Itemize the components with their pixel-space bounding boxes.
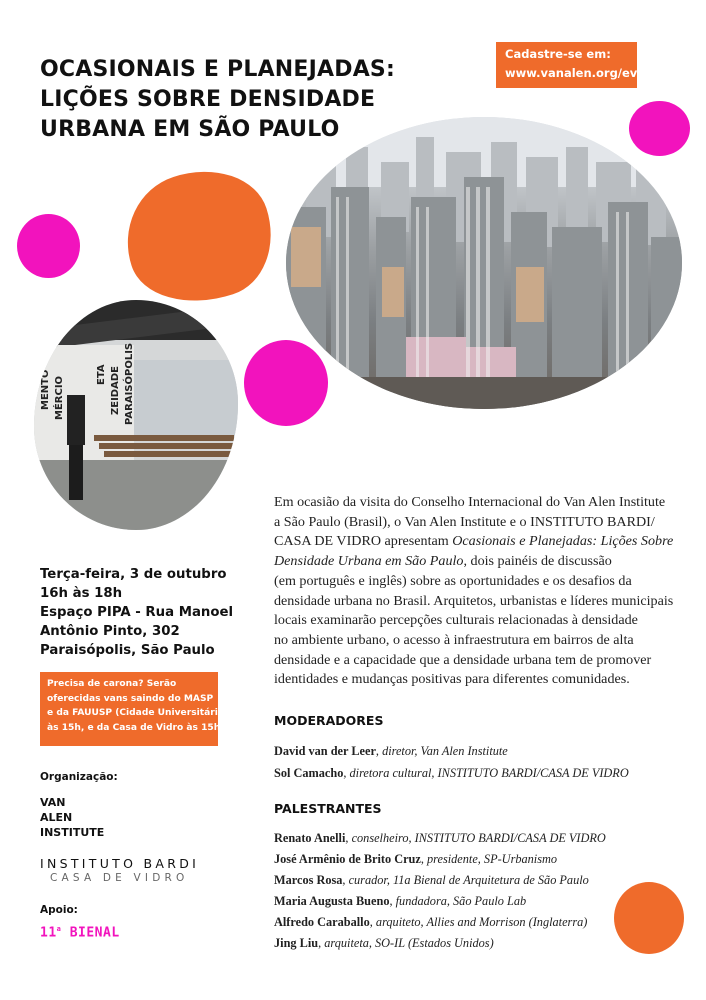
event-place: Antônio Pinto, 302 <box>40 624 180 639</box>
person-name: Alfredo Caraballo <box>274 915 370 929</box>
moderator-entry: Sol Camacho, diretora cultural, INSTITUTO BARDI/CASA DE VIDRO <box>274 766 629 780</box>
registration-box[interactable] <box>496 42 666 88</box>
plaza-photo <box>34 300 238 530</box>
logo-text: VAN <box>40 796 66 809</box>
intro-line: densidade e a capacidade que a densidade urbana tem de promover <box>274 651 652 668</box>
organization-label: Organização: <box>40 771 118 783</box>
logo-text: ALEN <box>40 811 73 824</box>
orange-blob-top <box>109 153 288 322</box>
person-role: diretora cultural, INSTITUTO BARDI/CASA DE VIDRO <box>349 766 629 780</box>
person-role: arquiteto, Allies and Morrison (Inglaterra) <box>375 915 588 929</box>
transport-line: às 15h, e da Casa de Vidro às 15h30. <box>47 723 237 734</box>
person-role: conselheiro, INSTITUTO BARDI/CASA DE VIDRO <box>351 831 606 845</box>
casa-de-vidro-logo: CASA DE VIDRO <box>50 872 189 884</box>
moderator-entry: David van der Leer, diretor, Van Alen Institute <box>274 744 508 758</box>
logo-text: 11 <box>40 925 57 941</box>
city-skyline-illustration <box>286 117 682 409</box>
intro-line: locais examinarão percepções culturais relacionadas à densidade <box>274 612 638 629</box>
instituto-bardi-logo: INSTITUTO BARDI <box>40 856 200 871</box>
person-role: presidente, SP-Urbanismo <box>427 852 558 866</box>
logo-text: BIENAL <box>69 925 120 941</box>
person-role: arquiteta, SO-IL (Estados Unidos) <box>324 936 494 950</box>
pink-blob-center <box>244 340 328 426</box>
event-place: Espaço PIPA - Rua Manoel <box>40 605 234 620</box>
speaker-entry: Maria Augusta Bueno, fundadora, São Paulo Lab <box>274 894 527 908</box>
event-time: 16h às 18h <box>40 586 123 601</box>
intro-paragraph <box>274 493 674 690</box>
person-name: Marcos Rosa <box>274 873 343 887</box>
title-line-3: URBANA EM SÃO PAULO <box>40 117 340 142</box>
plaza-sign-text-2: MÉRCIO <box>54 375 65 420</box>
intro-line: no ambiente urbano, o acesso à infraestrutura em bairros de alta <box>274 631 634 648</box>
intro-line: identidades e mudanças positivas para diferentes comunidades. <box>274 671 630 688</box>
orange-blob-bottom <box>614 882 684 954</box>
intro-text: CASA DE VIDRO apresentam <box>274 533 453 550</box>
transport-line: oferecidas vans saindo do MASP <box>47 693 214 704</box>
plaza-sign-text-4: ZEIDADE <box>110 366 121 415</box>
person-name: José Armênio de Brito Cruz <box>274 852 421 866</box>
intro-text: , dois painéis de discussão <box>463 553 612 570</box>
intro-line: (em português e inglês) sobre as oportunidades e os desafios da <box>274 572 632 589</box>
van-alen-logo <box>40 795 104 840</box>
plaza-sign-text-5: PARAISÓPOLIS <box>124 342 135 425</box>
transport-line: e da FAUUSP (Cidade Universitária) <box>47 708 229 719</box>
person-name: Sol Camacho <box>274 766 344 780</box>
speakers-heading: PALESTRANTES <box>274 801 382 816</box>
logo-text: a <box>56 925 62 933</box>
event-title-italic: Ocasionais e Planejadas: Lições Sobre <box>452 533 674 550</box>
plaza-sign-text-1: MENTO <box>40 369 51 410</box>
person-role: diretor, Van Alen Institute <box>382 744 508 758</box>
event-place: Paraisópolis, São Paulo <box>40 643 215 658</box>
intro-line: a São Paulo (Brasil), o Van Alen Institute e o INSTITUTO BARDI/ <box>274 513 655 530</box>
pink-blob-left <box>17 214 80 278</box>
moderators-heading: MODERADORES <box>274 713 384 728</box>
pink-blob-right <box>629 101 690 156</box>
speaker-entry: Marcos Rosa, curador, 11a Bienal de Arquitetura de São Paulo <box>274 873 589 887</box>
person-name: Jing Liu <box>274 936 319 950</box>
title-line-2: LIÇÕES SOBRE DENSIDADE <box>40 87 376 112</box>
speaker-entry: Jing Liu, arquiteta, SO-IL (Estados Unidos) <box>274 936 494 950</box>
intro-line <box>274 532 674 552</box>
intro-line: Em ocasião da visita do Conselho Internacional do Van Alen Institute <box>274 494 666 510</box>
plaza-sign-text-3: ETA <box>96 364 107 385</box>
logo-text: INSTITUTE <box>40 826 105 839</box>
intro-line: densidade urbana no Brasil. Arquitetos, urbanistas e líderes municipais <box>274 592 674 609</box>
speaker-entry: Alfredo Caraballo, arquiteto, Allies and Morrison (Inglaterra) <box>274 915 588 929</box>
bienal-logo <box>40 925 120 940</box>
event-date: Terça-feira, 3 de outubro <box>40 567 227 582</box>
person-role: curador, 11a Bienal de Arquitetura de São Paulo <box>348 873 589 887</box>
event-details <box>40 565 260 660</box>
transport-line: Precisa de carona? Serão <box>47 679 177 689</box>
city-photo <box>286 117 682 409</box>
speaker-entry: José Armênio de Brito Cruz, presidente, SP-Urbanismo <box>274 852 558 866</box>
pavilion-illustration <box>34 300 238 530</box>
registration-label: Cadastre-se em: <box>505 47 611 61</box>
event-title-italic: Densidade Urbana em São Paulo <box>274 553 464 570</box>
person-name: David van der Leer <box>274 744 376 758</box>
person-role: fundadora, São Paulo Lab <box>395 894 527 908</box>
title-line-1: OCASIONAIS E PLANEJADAS: <box>40 57 395 82</box>
speaker-entry: Renato Anelli, conselheiro, INSTITUTO BARDI/CASA DE VIDRO <box>274 831 606 845</box>
person-name: Renato Anelli <box>274 831 346 845</box>
registration-link[interactable]: www.vanalen.org/events <box>505 66 666 80</box>
transport-notice <box>40 672 237 746</box>
person-name: Maria Augusta Bueno <box>274 894 390 908</box>
intro-line <box>274 552 674 572</box>
support-label: Apoio: <box>40 904 78 916</box>
